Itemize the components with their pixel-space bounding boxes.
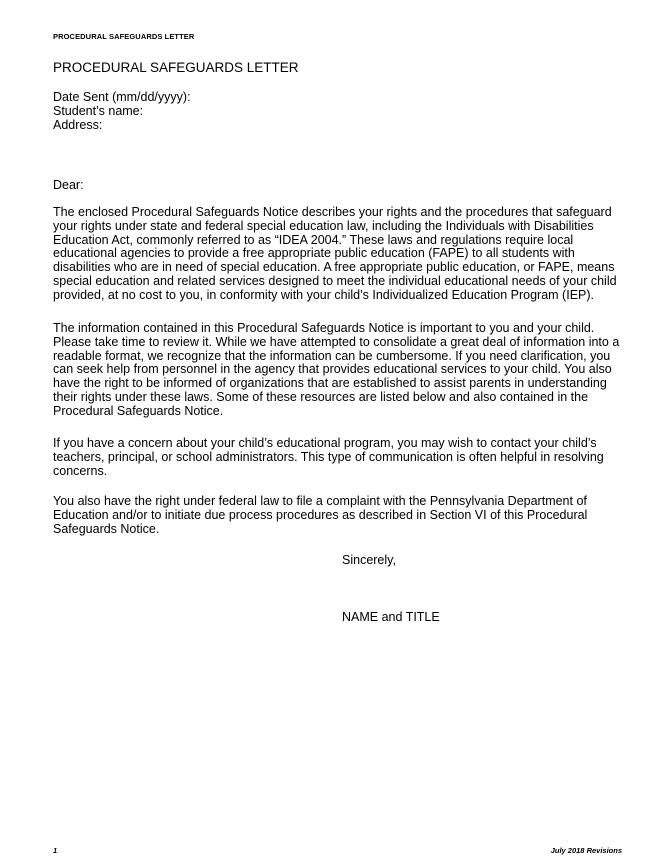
- page-number: 1: [53, 846, 58, 855]
- letter-title: PROCEDURAL SAFEGUARDS LETTER: [53, 60, 299, 75]
- address-field: Address:: [53, 118, 103, 132]
- paragraph-complaint-rights: You also have the right under federal law to file a complaint with the Pennsylvania Department of Education and/or to initiate due process procedures as described in Section VI of this Procedural Safeguards Notice.: [53, 494, 588, 536]
- salutation: Dear:: [53, 178, 84, 192]
- paragraph-concerns-contact: If you have a concern about your child’s educational program, you may wish to contact your child’s teachers, principal, or school administrators. This type of communication is often helpful in resolving concerns.: [53, 436, 604, 478]
- paragraph-rights-overview: The enclosed Procedural Safeguards Notice describes your rights and the procedures that safeguard your rights under state and federal special education law, including the Individuals with Disabilities Education Act, commonly referred to as “IDEA 2004.” These laws and regulations require local educational agencies to provide a free appropriate public education (FAPE) to all students with disabilities who are in need of special education. A free appropriate public education, or FAPE, means special education and related services designed to meet the individual educational needs of your child provided, at no cost to you, in conformity with your child’s Individualized Education Program (IEP).: [53, 205, 617, 302]
- date-sent-field: Date Sent (mm/dd/yyyy):: [53, 90, 191, 104]
- paragraph-information-importance: The information contained in this Procedural Safeguards Notice is important to you and your child. Please take time to review it. While we have attempted to consolidate a great deal of information into a readable format, we recognize that the information can be cumbersome. If you need clarification, you can seek help from personnel in the agency that provides educational services to your child. You also have the right to be informed of organizations that are established to assist parents in understanding their rights under these laws. Some of these resources are listed below and also contained in the Procedural Safeguards Notice.: [53, 321, 620, 418]
- revision-note: July 2018 Revisions: [550, 846, 622, 855]
- letter-fields: [53, 90, 191, 132]
- running-header: PROCEDURAL SAFEGUARDS LETTER: [53, 32, 195, 41]
- student-name-field: Student’s name:: [53, 104, 144, 118]
- closing: Sincerely,: [342, 553, 396, 567]
- signer-name-title: NAME and TITLE: [342, 610, 440, 624]
